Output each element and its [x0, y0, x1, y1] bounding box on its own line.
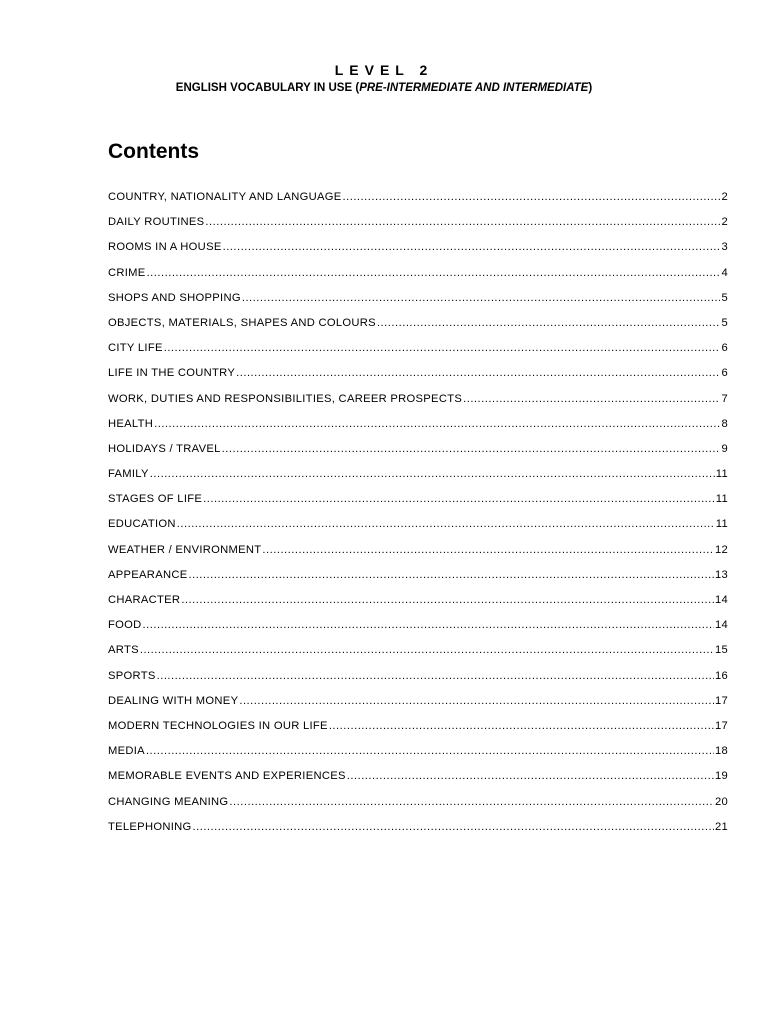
toc-entry-page: 21	[714, 820, 728, 833]
toc-entry-title: HEALTH	[108, 417, 154, 430]
toc-entry-page: 13	[714, 568, 728, 581]
toc-entry[interactable]	[108, 443, 728, 468]
toc-dot-leader	[343, 191, 721, 203]
toc-entry[interactable]	[108, 342, 728, 367]
toc-entry-page: 11	[715, 468, 728, 481]
toc-entry-title: MEDIA	[108, 745, 145, 758]
toc-dot-leader	[154, 418, 720, 430]
toc-entry-page: 3	[721, 241, 728, 254]
toc-dot-leader	[157, 670, 714, 682]
toc-entry-page: 17	[714, 694, 728, 707]
toc-entry-page: 20	[714, 795, 728, 808]
toc-entry[interactable]	[108, 544, 728, 569]
toc-entry[interactable]	[108, 619, 728, 644]
toc-entry-page: 2	[721, 191, 728, 203]
toc-entry[interactable]	[108, 569, 728, 594]
toc-entry-title: SPORTS	[108, 669, 156, 682]
toc-entry[interactable]	[108, 644, 728, 669]
toc-entry-title: ARTS	[108, 644, 139, 657]
toc-entry-title: MODERN TECHNOLOGIES IN OUR LIFE	[108, 719, 328, 732]
toc-entry[interactable]	[108, 367, 728, 392]
toc-dot-leader	[463, 393, 720, 405]
toc-dot-leader	[188, 569, 713, 581]
toc-entry[interactable]	[108, 292, 728, 317]
toc-entry[interactable]	[108, 418, 728, 443]
toc-entry-title: WEATHER / ENVIRONMENT	[108, 543, 262, 556]
toc-entry-page: 14	[714, 594, 728, 606]
toc-entry-title: STAGES OF LIFE	[108, 493, 203, 506]
toc-entry-page: 5	[721, 316, 728, 329]
toc-dot-leader	[329, 720, 714, 732]
toc-entry-page: 11	[715, 518, 728, 531]
toc-entry[interactable]	[108, 393, 728, 418]
toc-entry[interactable]	[108, 695, 728, 720]
toc-dot-leader	[223, 241, 721, 253]
toc-entry-page: 5	[721, 291, 728, 304]
toc-entry-title: CRIME	[108, 266, 146, 279]
toc-entry[interactable]	[108, 191, 728, 216]
toc-dot-leader	[203, 493, 715, 505]
toc-entry-page: 6	[721, 342, 728, 355]
toc-entry-title: TELEPHONING	[108, 820, 192, 833]
toc-entry[interactable]	[108, 241, 728, 266]
toc-dot-leader	[181, 594, 714, 606]
toc-entry-title: OBJECTS, MATERIALS, SHAPES AND COLOURS	[108, 316, 376, 329]
toc-dot-leader	[150, 468, 715, 480]
toc-entry[interactable]	[108, 594, 728, 619]
toc-entry-title: ROOMS IN A HOUSE	[108, 241, 222, 254]
toc-entry-page: 16	[714, 669, 728, 682]
toc-entry-title: FOOD	[108, 619, 142, 632]
toc-entry-title: CITY LIFE	[108, 342, 163, 355]
toc-entry-page: 14	[714, 619, 728, 632]
toc-entry-page: 9	[721, 442, 728, 455]
toc-dot-leader	[377, 317, 721, 329]
toc-entry[interactable]	[108, 267, 728, 292]
toc-entry-page: 2	[721, 216, 728, 229]
toc-entry-title: MEMORABLE EVENTS AND EXPERIENCES	[108, 770, 346, 783]
toc-entry[interactable]	[108, 468, 728, 493]
toc-entry[interactable]	[108, 770, 728, 795]
toc-entry-page: 4	[721, 266, 728, 279]
toc-entry-title: COUNTRY, NATIONALITY AND LANGUAGE	[108, 191, 342, 203]
toc-dot-leader	[177, 518, 715, 530]
toc-dot-leader	[164, 342, 721, 354]
book-subtitle	[0, 82, 768, 94]
toc-dot-leader	[236, 367, 720, 379]
toc-dot-leader	[147, 267, 721, 279]
toc-entry-title: LIFE IN THE COUNTRY	[108, 367, 236, 380]
toc-entry[interactable]	[108, 317, 728, 342]
toc-entry-page: 8	[721, 417, 728, 430]
subtitle-suffix: )	[588, 82, 593, 94]
contents-heading: Contents	[108, 140, 199, 163]
toc-entry[interactable]	[108, 796, 728, 821]
toc-dot-leader	[205, 216, 720, 228]
table-of-contents	[108, 191, 728, 846]
toc-entry-title: SHOPS AND SHOPPING	[108, 291, 241, 304]
toc-dot-leader	[262, 544, 714, 556]
subtitle-italic: PRE-INTERMEDIATE AND INTERMEDIATE	[359, 82, 589, 94]
toc-entry-title: DEALING WITH MONEY	[108, 694, 239, 707]
subtitle-prefix: ENGLISH VOCABULARY IN USE (	[175, 82, 360, 94]
toc-dot-leader	[140, 644, 714, 656]
toc-dot-leader	[222, 443, 721, 455]
toc-dot-leader	[229, 796, 714, 808]
toc-entry-page: 19	[714, 770, 728, 783]
toc-entry-page: 12	[714, 543, 728, 556]
toc-entry-title: HOLIDAYS / TRAVEL	[108, 442, 221, 455]
toc-dot-leader	[347, 770, 714, 782]
toc-entry-title: CHANGING MEANING	[108, 795, 229, 808]
level-title: LEVEL 2	[334, 62, 434, 78]
toc-entry-page: 7	[721, 392, 728, 405]
toc-entry[interactable]	[108, 493, 728, 518]
toc-entry[interactable]	[108, 216, 728, 241]
toc-dot-leader	[146, 745, 714, 757]
toc-entry-page: 18	[714, 745, 728, 758]
toc-entry[interactable]	[108, 720, 728, 745]
toc-entry-page: 15	[714, 644, 728, 657]
toc-entry-title: EDUCATION	[108, 518, 176, 531]
toc-entry-page: 17	[714, 719, 728, 732]
toc-dot-leader	[242, 292, 721, 304]
toc-dot-leader	[143, 619, 714, 631]
toc-entry[interactable]	[108, 670, 728, 695]
toc-entry[interactable]	[108, 745, 728, 770]
toc-dot-leader	[193, 821, 714, 833]
toc-entry[interactable]	[108, 518, 728, 543]
toc-entry[interactable]	[108, 821, 728, 846]
toc-entry-title: APPEARANCE	[108, 568, 188, 581]
toc-entry-title: CHARACTER	[108, 594, 181, 606]
toc-entry-page: 11	[715, 493, 728, 506]
toc-entry-title: DAILY ROUTINES	[108, 216, 205, 229]
toc-dot-leader	[239, 695, 714, 707]
toc-entry-page: 6	[721, 367, 728, 380]
toc-entry-title: FAMILY	[108, 468, 149, 481]
toc-entry-title: WORK, DUTIES AND RESPONSIBILITIES, CAREER PROSPECTS	[108, 392, 463, 405]
